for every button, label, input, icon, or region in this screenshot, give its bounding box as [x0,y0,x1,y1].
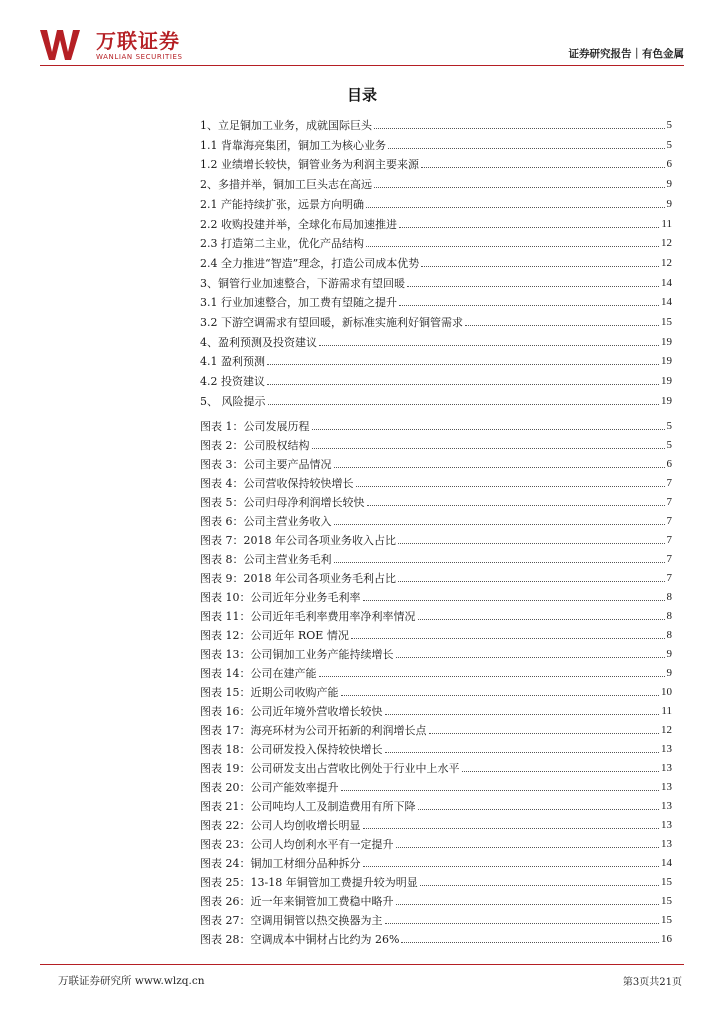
toc-entry-page-number: 5 [666,138,672,151]
toc-entry-page-number: 19 [661,355,672,368]
dot-leader [418,619,665,620]
figure-entry[interactable] [200,737,672,756]
toc-entry[interactable] [200,310,672,329]
dot-leader [312,448,665,449]
figure-entry-title: 图表 22：公司人均创收增长明显 [200,819,361,832]
toc-entry-page-number: 19 [661,375,672,388]
figure-entry[interactable] [200,756,672,775]
figure-entry[interactable] [200,908,672,927]
figure-entry-title: 图表 21：公司吨均人工及制造费用有所下降 [200,800,416,813]
figure-entry-title: 图表 23：公司人均创利水平有一定提升 [200,838,394,851]
report-type: 证券研究报告｜有色金属 [568,48,684,60]
figure-entry-page-number: 9 [666,648,672,660]
figure-entry-title: 图表 13：公司铜加工业务产能持续增长 [200,648,394,661]
figure-entry-page-number: 8 [666,591,672,603]
dot-leader [418,809,660,810]
figure-entry-page-number: 7 [666,553,672,565]
figure-entry-title: 图表 17：海亮环材为公司开拓新的利润增长点 [200,724,427,737]
dot-leader [385,752,660,753]
footer-source: 万联证券研究所 www.wlzq.cn [58,975,205,987]
figure-entry-title: 图表 11：公司近年毛利率费用率净利率情况 [200,610,416,623]
toc-entry[interactable] [200,212,672,231]
figure-entry[interactable] [200,547,672,566]
figure-entry[interactable] [200,471,672,490]
toc-entry-title: 4、盈利预测及投资建议 [200,335,317,349]
figure-entry-page-number: 10 [661,686,672,698]
dot-leader [268,404,660,405]
toc-entry-title: 2、多措并举，铜加工巨头志在高远 [200,178,372,192]
toc-entry-page-number: 9 [666,178,672,191]
figure-entry-page-number: 15 [661,914,672,926]
toc-entry[interactable] [200,251,672,270]
dot-leader [429,733,660,734]
figure-entry[interactable] [200,794,672,813]
figure-entry-page-number: 12 [661,724,672,736]
figure-entry-title: 图表 10：公司近年分业务毛利率 [200,591,361,604]
dot-leader [374,187,665,188]
toc-entry[interactable] [200,152,672,171]
figure-entry[interactable] [200,870,672,889]
figure-entry-title: 图表 28：空调成本中铜材占比约为 26% [200,933,400,946]
toc-entry-title: 3.1 行业加速整合，加工费有望随之提升 [200,296,397,310]
dot-leader [363,828,660,829]
figure-entry-page-number: 16 [661,933,672,945]
toc-entry-title: 4.1 盈利预测 [200,355,265,369]
figure-entry-page-number: 7 [666,534,672,546]
figure-entry[interactable] [200,851,672,870]
dot-leader [363,600,665,601]
dot-leader [351,638,665,639]
brand-name-cn: 万联证券 [96,29,180,53]
dot-leader [334,562,665,563]
figure-entry[interactable] [200,433,672,452]
dot-leader [401,942,659,943]
dot-leader [319,345,659,346]
figure-entry-page-number: 13 [661,819,672,831]
figure-entry[interactable] [200,509,672,528]
figure-entry-page-number: 8 [666,629,672,641]
toc-title: 目录 [346,86,377,104]
figure-entry[interactable] [200,889,672,908]
figure-entry-page-number: 9 [666,667,672,679]
toc-entry[interactable] [200,369,672,388]
dot-leader [334,467,665,468]
dot-leader [421,167,665,168]
dot-leader [267,384,659,385]
figure-entry-page-number: 15 [661,895,672,907]
figure-entry[interactable] [200,661,672,680]
figure-entry-page-number: 7 [666,572,672,584]
figure-entry-page-number: 13 [661,743,672,755]
figure-entry-title: 图表 5：公司归母净利润增长较快 [200,496,365,509]
figure-entry[interactable] [200,775,672,794]
footer-divider [40,964,684,965]
figure-entry[interactable] [200,585,672,604]
toc-entry-page-number: 15 [661,316,672,328]
figure-entry[interactable] [200,699,672,718]
figure-entry[interactable] [200,604,672,623]
figure-entry-page-number: 5 [666,439,672,451]
figure-entry-page-number: 7 [666,477,672,489]
dot-leader [388,148,665,149]
figure-entry-page-number: 13 [661,781,672,793]
figure-entry[interactable] [200,566,672,585]
toc-entry-page-number: 6 [666,158,672,171]
toc-entry-page-number: 5 [666,119,672,131]
toc-entry-page-number: 12 [661,256,672,269]
dot-leader [385,714,660,715]
toc-entry-title: 2.2 收购投建并举，全球化布局加速推进 [200,217,397,231]
dot-leader [396,904,660,905]
figure-entry[interactable] [200,718,672,737]
figure-entry[interactable] [200,452,672,471]
dot-leader [399,305,659,306]
dot-leader [312,429,665,430]
figure-entry[interactable] [200,642,672,661]
dot-leader [366,207,665,208]
dot-leader [421,266,659,267]
figure-entry-page-number: 13 [661,838,672,850]
figure-entry-page-number: 14 [661,857,672,869]
figure-entry-title: 图表 20：公司产能效率提升 [200,781,339,794]
toc-entry-title: 2.1 产能持续扩张，远景方向明确 [200,197,364,211]
dot-leader [356,486,665,487]
dot-leader [319,676,665,677]
toc-entry-page-number: 14 [661,296,672,309]
figure-entry-title: 图表 15：近期公司收购产能 [200,686,339,699]
figure-entry-title: 图表 4：公司营收保持较快增长 [200,477,354,490]
figure-entry-page-number: 11 [661,705,672,717]
dot-leader [465,325,659,326]
toc-entry[interactable] [200,271,672,290]
dot-leader [398,543,665,544]
figure-entry-title: 图表 26：近一年来铜管加工费稳中略升 [200,895,394,908]
toc-entry[interactable] [200,290,672,309]
figure-entry-title: 图表 27：空调用铜管以热交换器为主 [200,914,383,927]
figure-entry-title: 图表 16：公司近年境外营收增长较快 [200,705,383,718]
toc-entry-page-number: 12 [661,237,672,250]
figure-entry-title: 图表 8：公司主营业务毛利 [200,553,332,566]
dot-leader [367,505,665,506]
figure-entry[interactable] [200,414,672,433]
toc-entry-page-number: 19 [661,394,672,407]
footer-page-info: 第3页共21页 [622,977,682,988]
figure-entry-title: 图表 9：2018 年公司各项业务毛利占比 [200,572,396,585]
figure-entry[interactable] [200,832,672,851]
brand-name-en: WANLIAN SECURITIES [96,53,183,61]
dot-leader [366,246,659,247]
toc-entry[interactable] [200,231,672,250]
figure-entry-title: 图表 7：2018 年公司各项业务收入占比 [200,534,396,547]
toc-entry-title: 2.3 打造第二主业，优化产品结构 [200,237,364,251]
toc-entry-title: 4.2 投资建议 [200,375,265,389]
figure-entry[interactable] [200,490,672,509]
toc-entry[interactable] [200,389,672,408]
toc-entry[interactable] [200,113,672,132]
dot-leader [341,790,660,791]
figure-entry-title: 图表 14：公司在建产能 [200,667,317,680]
dot-leader [398,581,665,582]
dot-leader [374,128,665,129]
figure-entry-title: 图表 25：13-18 年铜管加工费提升较为明显 [200,876,418,889]
wanlian-logo-icon [40,30,80,60]
figure-entry[interactable] [200,927,672,946]
toc-entry-title: 2.4 全力推进“智造”理念，打造公司成本优势 [200,256,420,270]
dot-leader [341,695,660,696]
figure-entry-title: 图表 2：公司股权结构 [200,439,310,452]
dot-leader [363,866,660,867]
figure-entry-page-number: 7 [666,496,672,508]
toc-entry-title: 3.2 下游空调需求有望回暖，新标准实施利好铜管需求 [200,316,463,329]
figure-entry-title: 图表 3：公司主要产品情况 [200,458,332,471]
toc-entry-page-number: 19 [661,335,672,348]
toc-entry[interactable] [200,349,672,368]
dot-leader [462,771,660,772]
dot-leader [399,227,659,228]
figure-entry-title: 图表 1：公司发展历程 [200,420,310,433]
figure-entry[interactable] [200,623,672,642]
toc-entry[interactable] [200,192,672,211]
toc-entry-title: 3、铜管行业加速整合，下游需求有望回暖 [200,276,405,290]
figure-entry-page-number: 13 [661,800,672,812]
toc-entry[interactable] [200,133,672,152]
figure-entry[interactable] [200,528,672,547]
figure-entry-page-number: 5 [666,420,672,432]
dot-leader [420,885,659,886]
toc-entry-title: 1.2 业绩增长较快，铜管业务为利润主要来源 [200,158,419,172]
figure-entry-title: 图表 24：铜加工材细分品种拆分 [200,857,361,870]
dot-leader [267,364,659,365]
figure-entry-page-number: 13 [661,762,672,774]
toc-entry-page-number: 9 [666,197,672,210]
figure-entry[interactable] [200,680,672,699]
figure-entry-page-number: 6 [666,458,672,470]
dot-leader [396,657,665,658]
page-header [40,28,684,66]
figure-entry[interactable] [200,813,672,832]
toc-entry-page-number: 14 [661,276,672,289]
toc-entry-title: 1.1 背靠海亮集团，铜加工为核心业务 [200,138,386,152]
figure-entry-title: 图表 18：公司研发投入保持较快增长 [200,743,383,756]
toc-entry[interactable] [200,330,672,349]
toc-entry[interactable] [200,172,672,191]
figure-entry-title: 图表 12：公司近年 ROE 情况 [200,629,349,642]
toc-entry-title: 5、 风险提示 [200,394,266,408]
figure-entry-page-number: 8 [666,610,672,622]
header-divider [40,65,684,66]
dot-leader [396,847,660,848]
figure-entry-title: 图表 6：公司主营业务收入 [200,515,332,528]
dot-leader [407,286,659,287]
toc-entry-page-number: 11 [661,217,672,230]
figure-entry-page-number: 15 [661,876,672,888]
figure-entry-page-number: 7 [666,515,672,527]
dot-leader [385,923,660,924]
dot-leader [334,524,665,525]
toc-entry-title: 1、立足铜加工业务，成就国际巨头 [200,119,372,132]
figure-entry-title: 图表 19：公司研发支出占营收比例处于行业中上水平 [200,762,460,775]
